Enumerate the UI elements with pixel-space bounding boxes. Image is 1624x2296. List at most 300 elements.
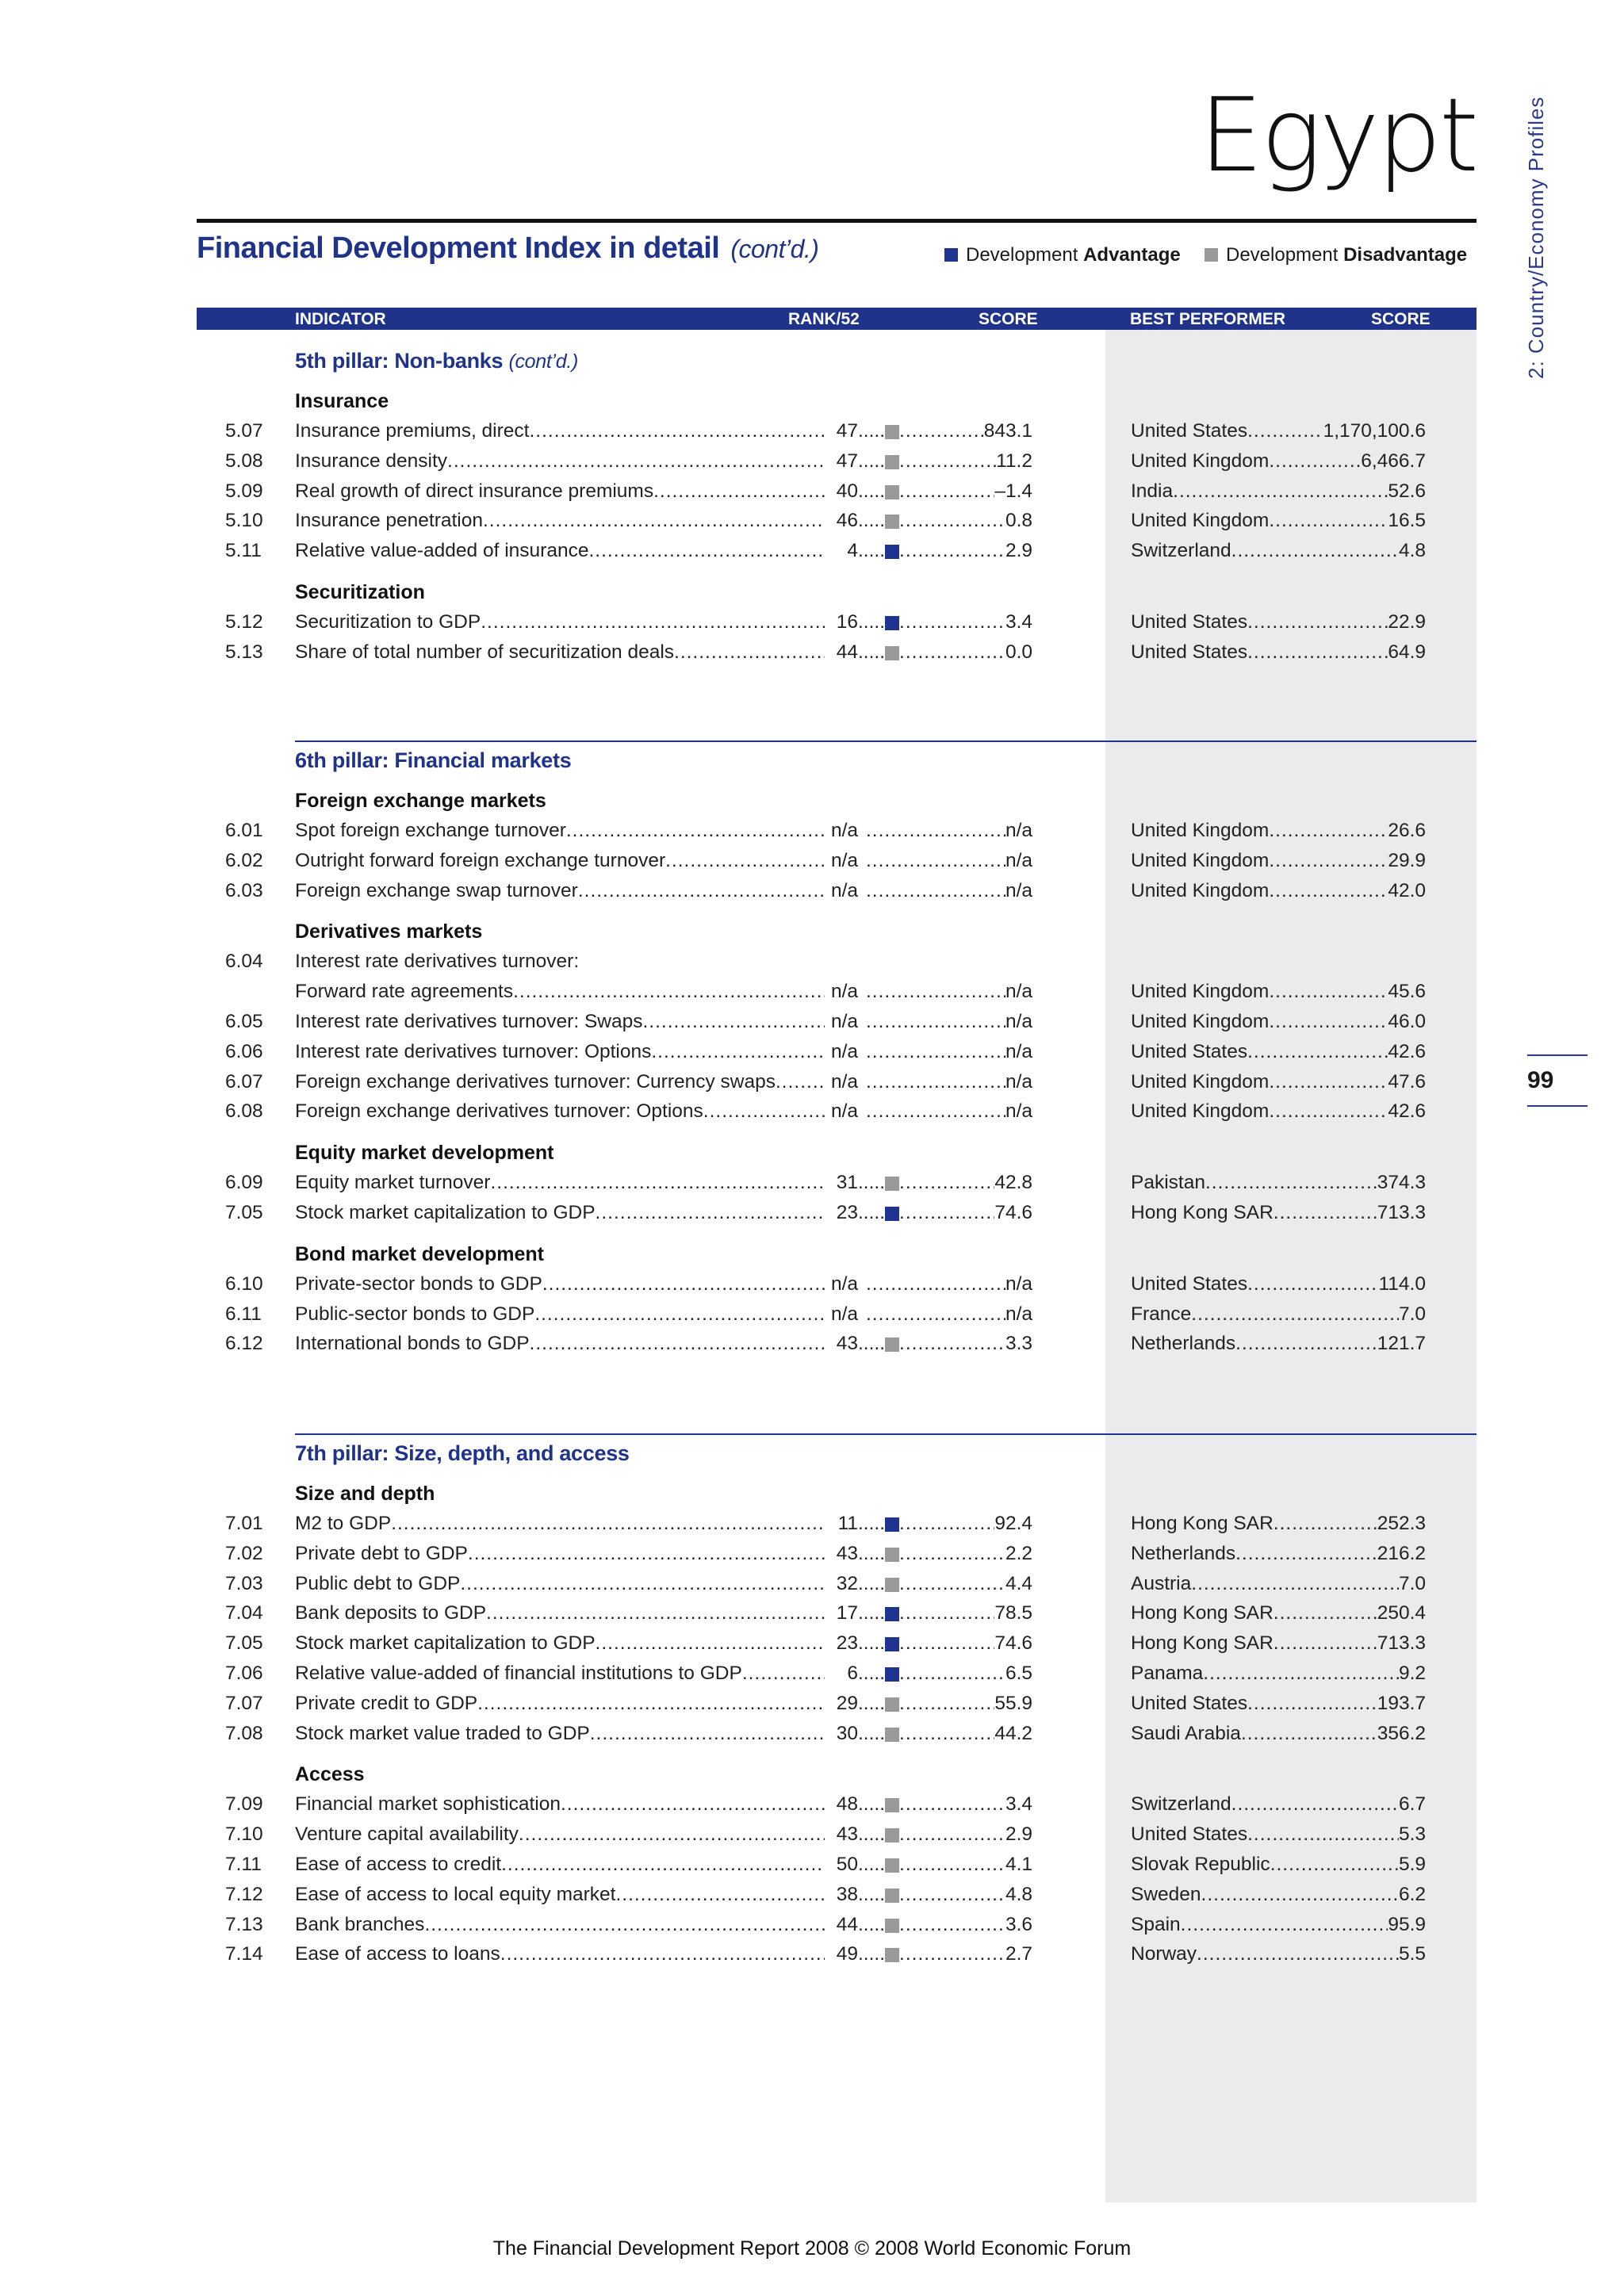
- dot-leader: [899, 1543, 1005, 1565]
- score-cell: [858, 1543, 1032, 1565]
- score-value: 2.7: [1005, 1943, 1032, 1965]
- rank-value: 38: [825, 1884, 858, 1906]
- dot-leader: [468, 1543, 825, 1565]
- dot-leader: [1269, 820, 1388, 842]
- best-performer-score: 64.9: [1388, 641, 1426, 663]
- best-performer-score: 121.7: [1377, 1333, 1426, 1355]
- indicator-label: Bank deposits to GDP: [295, 1602, 487, 1624]
- dot-leader: .....: [858, 1632, 886, 1655]
- table-row: [0, 1823, 1624, 1849]
- score-cell: [858, 480, 1032, 503]
- best-performer-name: United Kingdom: [1131, 450, 1270, 472]
- dot-leader: [500, 1943, 825, 1965]
- dot-leader: .....: [858, 1542, 886, 1564]
- best-performer-cell: [1131, 1071, 1426, 1093]
- indicator-label: Private-sector bonds to GDP: [295, 1272, 542, 1295]
- table-row: [0, 1303, 1624, 1329]
- dot-leader: [899, 540, 1005, 562]
- dot-leader: [899, 480, 994, 503]
- dot-leader: [566, 820, 825, 842]
- indicator-label: Bank branches: [295, 1913, 425, 1935]
- page-footer: The Financial Development Report 2008 © 2008 World Economic Forum: [492, 2237, 1132, 2260]
- dot-leader: [866, 880, 1005, 902]
- dot-leader: .....: [858, 1513, 886, 1534]
- table-row: [0, 450, 1624, 476]
- spacer: [858, 820, 866, 842]
- dot-leader: .....: [858, 450, 886, 472]
- best-performer-name: Pakistan: [1131, 1172, 1205, 1194]
- table-row: [0, 1632, 1624, 1658]
- score-cell: [858, 1823, 1032, 1846]
- dot-leader: [742, 1663, 825, 1685]
- dot-leader: [483, 510, 825, 532]
- dot-leader: .....: [858, 1854, 886, 1875]
- dot-leader: .....: [858, 1333, 886, 1355]
- score-value: n/a: [1005, 981, 1032, 1003]
- table-row: [0, 1663, 1624, 1688]
- score-value: 843.1: [983, 420, 1032, 442]
- indicator-number: 6.10: [225, 1272, 263, 1295]
- best-performer-cell: [1131, 1884, 1426, 1906]
- dot-leader: [1247, 420, 1323, 442]
- indicator-number: 6.01: [225, 820, 263, 841]
- table-row: [0, 820, 1624, 845]
- dot-leader: [1235, 1543, 1377, 1565]
- score-cell: [858, 1632, 1032, 1655]
- best-performer-score: 9.2: [1398, 1663, 1426, 1684]
- rank-value: n/a: [825, 1041, 858, 1063]
- dot-leader: [486, 1602, 825, 1624]
- best-performer-score: 252.3: [1377, 1513, 1426, 1534]
- indicator-label-cell: [295, 1854, 825, 1876]
- indicator-label: Equity market turnover: [295, 1172, 491, 1194]
- best-performer-score: 22.9: [1388, 611, 1426, 633]
- group-heading: Insurance: [295, 390, 389, 412]
- dot-leader: [501, 1854, 825, 1876]
- best-performer-name: Netherlands: [1131, 1542, 1236, 1564]
- best-performer-cell: [1131, 450, 1426, 473]
- dot-leader: [1274, 1202, 1377, 1224]
- indicator-number: 6.04: [225, 951, 263, 973]
- rank-value: 47: [825, 420, 858, 442]
- page-number: 99: [1527, 1067, 1554, 1093]
- dot-leader: [776, 1071, 825, 1093]
- indicator-number: 6.02: [225, 849, 263, 871]
- best-performer-cell: [1131, 1543, 1426, 1565]
- table-row: [0, 1602, 1624, 1628]
- best-performer-name: United Kingdom: [1131, 510, 1270, 532]
- table-row: [0, 1723, 1624, 1748]
- best-performer-score: 4.8: [1398, 540, 1426, 562]
- indicator-label-cell: [295, 480, 825, 503]
- score-value: 55.9: [994, 1692, 1032, 1714]
- score-cell: [858, 641, 1032, 664]
- pillar-title-text: 6th pillar: Financial markets: [295, 748, 572, 772]
- best-performer-name: Hong Kong SAR: [1131, 1632, 1274, 1655]
- table-row: [0, 1273, 1624, 1299]
- best-performer-name: United Kingdom: [1131, 849, 1270, 871]
- advantage-square-icon: [885, 1607, 899, 1621]
- indicator-label-cell: [295, 1011, 825, 1033]
- header-score: SCORE: [979, 310, 1038, 328]
- score-value: 74.6: [994, 1202, 1032, 1223]
- dot-leader: [1269, 850, 1388, 872]
- rank-value: 44: [825, 641, 858, 664]
- rank-value: 16: [825, 611, 858, 633]
- dot-leader: [534, 1303, 825, 1326]
- score-value: n/a: [1005, 820, 1032, 841]
- indicator-label: Stock market capitalization to GDP: [295, 1202, 596, 1223]
- best-performer-score: 7.0: [1398, 1303, 1426, 1325]
- rank-value: 47: [825, 450, 858, 473]
- dot-leader: .....: [858, 540, 886, 562]
- dot-leader: .....: [858, 1943, 886, 1965]
- pillar-rule: [295, 1433, 1477, 1435]
- dot-leader: [1241, 1723, 1377, 1745]
- best-performer-score: 42.0: [1388, 879, 1426, 901]
- disadvantage-square-icon: [885, 1858, 899, 1873]
- dot-leader: [899, 1632, 994, 1655]
- rank-value: 44: [825, 1914, 858, 1936]
- indicator-label-cell: [295, 1723, 825, 1745]
- score-cell: [858, 1693, 1032, 1715]
- best-performer-name: France: [1131, 1303, 1192, 1325]
- dot-leader: [866, 820, 1005, 842]
- indicator-number: 5.12: [225, 611, 263, 633]
- best-performer-score: 5.3: [1398, 1823, 1426, 1846]
- indicator-label-cell: [295, 1693, 825, 1715]
- best-performer-cell: [1131, 1011, 1426, 1033]
- dot-leader: [899, 450, 996, 473]
- best-performer-cell: [1131, 820, 1426, 842]
- dot-leader: [1231, 1793, 1399, 1816]
- score-cell: [858, 611, 1032, 633]
- indicator-number: 7.01: [225, 1513, 263, 1534]
- indicator-number: 5.08: [225, 450, 263, 472]
- best-performer-cell: [1131, 1573, 1426, 1595]
- score-value: 4.4: [1005, 1572, 1032, 1594]
- indicator-label-cell: [295, 1573, 825, 1595]
- indicator-label-cell: [295, 420, 825, 442]
- disadvantage-square-icon: [885, 1919, 899, 1933]
- dot-leader: [674, 641, 825, 664]
- score-value: 11.2: [996, 450, 1032, 472]
- dot-leader: .....: [858, 1572, 886, 1594]
- dot-leader: [578, 880, 825, 902]
- best-performer-cell: [1131, 1632, 1426, 1655]
- score-value: 0.8: [1005, 510, 1032, 532]
- rank-value: n/a: [825, 1011, 858, 1033]
- indicator-label: Ease of access to loans: [295, 1943, 500, 1965]
- dot-leader: [703, 1100, 825, 1123]
- indicator-label-cell: [295, 1823, 825, 1846]
- best-performer-name: United Kingdom: [1131, 981, 1270, 1003]
- table-row: [0, 880, 1624, 905]
- score-cell: [858, 820, 1032, 842]
- indicator-number: 7.02: [225, 1542, 263, 1564]
- dot-leader: [477, 1693, 825, 1715]
- header-best-score: SCORE: [1371, 310, 1431, 328]
- score-cell: [858, 1202, 1032, 1224]
- spacer: [858, 1273, 866, 1295]
- best-performer-name: United Kingdom: [1131, 1011, 1270, 1032]
- rank-value: 32: [825, 1573, 858, 1595]
- group-heading: Securitization: [295, 581, 425, 603]
- rank-value: 17: [825, 1602, 858, 1624]
- best-performer-cell: [1131, 1602, 1426, 1624]
- best-performer-cell: [1131, 1041, 1426, 1063]
- dot-leader: [899, 1172, 994, 1194]
- dot-leader: .....: [858, 611, 886, 633]
- best-performer-name: Hong Kong SAR: [1131, 1202, 1274, 1223]
- advantage-square-icon: [885, 1667, 899, 1682]
- score-value: 6.5: [1005, 1663, 1032, 1684]
- advantage-square-icon: [944, 248, 958, 262]
- disadvantage-square-icon: [885, 455, 899, 469]
- indicator-label-cell: [295, 1071, 825, 1093]
- dot-leader: [1269, 1071, 1388, 1093]
- disadvantage-square-icon: [885, 1888, 899, 1903]
- indicator-label-cell: [295, 1543, 825, 1565]
- indicator-label: Interest rate derivatives turnover: Swaps: [295, 1011, 643, 1032]
- indicator-number: 7.07: [225, 1692, 263, 1714]
- pillar-title-text: 7th pillar: Size, depth, and access: [295, 1441, 630, 1465]
- best-performer-score: 5.5: [1398, 1943, 1426, 1965]
- dot-leader: [1173, 480, 1388, 503]
- indicator-number: 5.11: [225, 540, 262, 562]
- indicator-label: Spot foreign exchange turnover: [295, 820, 566, 841]
- score-cell: [858, 1303, 1032, 1326]
- indicator-number: 7.12: [225, 1883, 263, 1905]
- dot-leader: [460, 1573, 825, 1595]
- disadvantage-square-icon: [885, 1697, 899, 1712]
- disadvantage-square-icon: [885, 1578, 899, 1592]
- spacer: [858, 850, 866, 872]
- pillar-title-contd: (cont’d.): [508, 350, 579, 373]
- indicator-number: 7.11: [225, 1854, 262, 1875]
- disadvantage-square-icon: [885, 1548, 899, 1562]
- dot-leader: .....: [858, 420, 886, 442]
- dot-leader: [513, 981, 825, 1003]
- spacer: [858, 1011, 866, 1033]
- indicator-number: 5.10: [225, 510, 263, 532]
- indicator-label: Ease of access to local equity market: [295, 1883, 616, 1905]
- dot-leader: [651, 1041, 825, 1063]
- rank-value: 50: [825, 1854, 858, 1876]
- spacer: [858, 1100, 866, 1123]
- indicator-label: Public debt to GDP: [295, 1572, 461, 1594]
- disadvantage-square-icon: [1205, 248, 1218, 262]
- advantage-square-icon: [885, 1637, 899, 1651]
- table-row: [0, 1513, 1624, 1538]
- table-row: [0, 1854, 1624, 1879]
- score-value: n/a: [1005, 1011, 1032, 1032]
- dot-leader: .....: [858, 1202, 886, 1223]
- disadvantage-square-icon: [885, 1948, 899, 1962]
- score-cell: [858, 981, 1032, 1003]
- score-cell: [858, 1100, 1032, 1123]
- rank-value: n/a: [825, 850, 858, 872]
- best-performer-score: 114.0: [1378, 1272, 1426, 1295]
- best-performer-cell: [1131, 1914, 1426, 1936]
- dot-leader: .....: [858, 1722, 886, 1744]
- indicator-label: Relative value-added of insurance: [295, 540, 589, 562]
- score-value: 42.8: [994, 1172, 1032, 1194]
- indicator-label-cell: [295, 880, 825, 902]
- best-performer-name: United Kingdom: [1131, 879, 1270, 901]
- indicator-label: Financial market sophistication: [295, 1793, 561, 1816]
- spacer: [858, 880, 866, 902]
- score-value: 2.9: [1005, 1823, 1032, 1846]
- score-value: 3.6: [1005, 1913, 1032, 1935]
- indicator-label: Private credit to GDP: [295, 1692, 478, 1714]
- dot-leader: [1203, 1663, 1399, 1685]
- best-performer-name: United Kingdom: [1131, 820, 1270, 841]
- best-performer-name: Switzerland: [1131, 540, 1231, 562]
- score-value: 3.4: [1005, 611, 1032, 633]
- dot-leader: [1191, 1303, 1399, 1326]
- dot-leader: .....: [858, 1172, 886, 1194]
- best-performer-cell: [1131, 880, 1426, 902]
- dot-leader: .....: [858, 1602, 886, 1624]
- indicator-label-cell: [295, 611, 825, 633]
- best-performer-score: 356.2: [1377, 1722, 1426, 1744]
- dot-leader: [642, 1011, 825, 1033]
- table-row: [0, 1041, 1624, 1066]
- score-cell: [858, 1333, 1032, 1355]
- score-cell: [858, 450, 1032, 473]
- rank-value: 4: [825, 540, 858, 562]
- indicator-label: Forward rate agreements: [295, 981, 514, 1003]
- dot-leader: [590, 1723, 825, 1745]
- dot-leader: [899, 1202, 994, 1224]
- indicator-label: Ease of access to credit: [295, 1854, 502, 1875]
- dot-leader: [1247, 1041, 1388, 1063]
- score-value: 3.4: [1005, 1793, 1032, 1816]
- table-row: [0, 611, 1624, 637]
- dot-leader: .....: [858, 510, 886, 532]
- indicator-label-cell: [295, 1333, 825, 1355]
- indicator-label-cell: [295, 641, 825, 664]
- dot-leader: [665, 850, 825, 872]
- score-value: 0.0: [1005, 641, 1032, 663]
- score-value: 4.1: [1005, 1854, 1032, 1875]
- indicator-label: International bonds to GDP: [295, 1333, 530, 1355]
- dot-leader: .....: [858, 1692, 886, 1714]
- indicator-number: 7.05: [225, 1632, 263, 1655]
- best-performer-cell: [1131, 1172, 1426, 1194]
- dot-leader: .....: [858, 1823, 886, 1846]
- rank-value: 48: [825, 1793, 858, 1816]
- score-cell: [858, 1071, 1032, 1093]
- dot-leader: [1247, 641, 1388, 664]
- best-performer-cell: [1131, 1202, 1426, 1224]
- indicator-label: M2 to GDP: [295, 1513, 392, 1534]
- best-performer-cell: [1131, 510, 1426, 532]
- best-performer-cell: [1131, 1693, 1426, 1715]
- dot-leader: .....: [858, 1663, 886, 1684]
- indicator-label: Share of total number of securitization deals: [295, 641, 675, 663]
- indicator-number: 6.11: [225, 1303, 262, 1325]
- group-heading: Foreign exchange markets: [295, 790, 546, 812]
- table-header: [197, 308, 1477, 330]
- best-performer-cell: [1131, 1663, 1426, 1685]
- score-cell: [858, 1663, 1032, 1685]
- best-performer-name: Sweden: [1131, 1883, 1201, 1905]
- rank-value: 49: [825, 1943, 858, 1965]
- dot-leader: [1274, 1513, 1377, 1535]
- dot-leader: [899, 611, 1005, 633]
- indicator-number: 6.03: [225, 879, 263, 901]
- table-row: [0, 1543, 1624, 1568]
- dot-leader: [899, 510, 1005, 532]
- dot-leader: [1235, 1333, 1377, 1355]
- best-performer-cell: [1131, 1823, 1426, 1846]
- best-performer-score: 5.9: [1398, 1854, 1426, 1875]
- score-cell: [858, 880, 1032, 902]
- indicator-number: 7.04: [225, 1602, 263, 1624]
- table-row: [0, 1573, 1624, 1598]
- score-value: 74.6: [994, 1632, 1032, 1655]
- dot-leader: [519, 1823, 825, 1846]
- best-performer-cell: [1131, 1303, 1426, 1326]
- pillar-title: [295, 1441, 630, 1466]
- dot-leader: .....: [858, 1913, 886, 1935]
- dot-leader: [1269, 510, 1388, 532]
- dot-leader: [1191, 1573, 1399, 1595]
- section-label: 2: Country/Economy Profiles: [1524, 96, 1548, 379]
- indicator-label-cell: [295, 1202, 825, 1224]
- indicator-label-cell: [295, 1100, 825, 1123]
- dot-leader: [866, 1071, 1005, 1093]
- score-cell: [858, 1172, 1032, 1194]
- dot-leader: .....: [858, 1883, 886, 1905]
- disadvantage-square-icon: [885, 485, 899, 499]
- table-row: [0, 480, 1624, 506]
- best-performer-cell: [1131, 1723, 1426, 1745]
- group-heading: Equity market development: [295, 1142, 554, 1165]
- advantage-square-icon: [885, 545, 899, 559]
- best-performer-score: 16.5: [1388, 510, 1426, 532]
- best-performer-score: 216.2: [1377, 1542, 1426, 1564]
- spacer: [858, 1071, 866, 1093]
- dot-leader: .....: [858, 641, 886, 663]
- table-row: [0, 1071, 1624, 1096]
- indicator-number: 5.09: [225, 480, 263, 502]
- best-performer-score: 6.7: [1398, 1793, 1426, 1816]
- dot-leader: [866, 850, 1005, 872]
- best-performer-score: 46.0: [1388, 1011, 1426, 1032]
- score-value: 2.2: [1005, 1542, 1032, 1564]
- score-cell: [858, 1884, 1032, 1906]
- dot-leader: [1181, 1914, 1388, 1936]
- indicator-number: 7.09: [225, 1793, 263, 1816]
- dot-leader: [615, 1884, 825, 1906]
- best-performer-score: 26.6: [1388, 820, 1426, 841]
- dot-leader: [899, 1573, 1005, 1595]
- indicator-number: 7.05: [225, 1202, 263, 1223]
- table-row: [0, 1100, 1624, 1126]
- page-title-contd: (cont’d.): [730, 235, 819, 263]
- score-cell: [858, 850, 1032, 872]
- best-performer-name: India: [1131, 480, 1174, 502]
- table-row: [0, 1943, 1624, 1969]
- best-performer-score: 45.6: [1388, 981, 1426, 1003]
- dot-leader: .....: [858, 480, 886, 502]
- best-performer-name: United Kingdom: [1131, 1100, 1270, 1123]
- indicator-label-cell: [295, 540, 825, 562]
- score-cell: [858, 1273, 1032, 1295]
